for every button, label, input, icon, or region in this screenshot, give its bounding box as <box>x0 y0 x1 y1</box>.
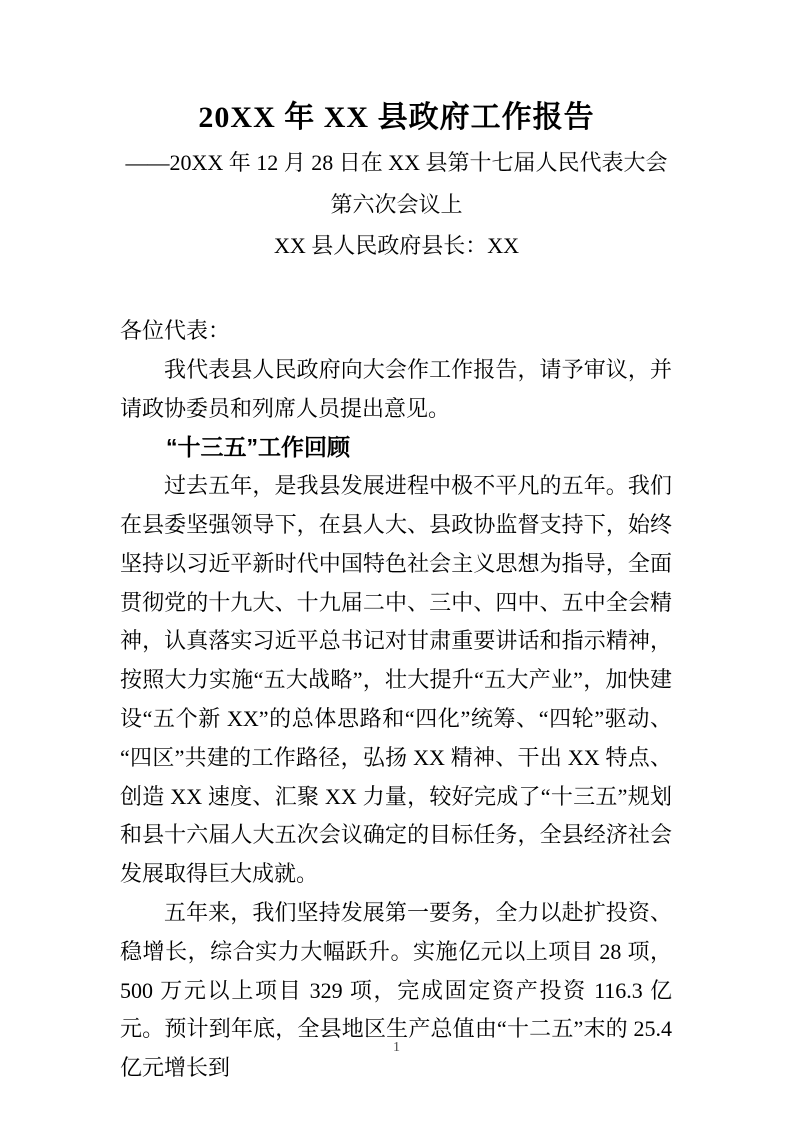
intro-paragraph: 我代表县人民政府向大会作工作报告，请予审议，并请政协委员和列席人员提出意见。 <box>120 356 672 421</box>
body-paragraph-1: 过去五年，是我县发展进程中极不平凡的五年。我们在县委坚强领导下，在县人大、县政协监督支持下，始终坚持以习近平新时代中国特色社会主义思想为指导，全面贯彻党的十九大、十九届二中、三中、四中、五中全会精神，认真落实习近平总书记对甘肃重要讲话和指示精神，按照大力实施“五大战略”，壮大提升“五大产业”，加快建设“五个新 XX”的总体思路和“四化”统筹、“四轮”驱动、“四区”共建的工作路径，弘扬 XX 精神、干出 XX 特点、创造 XX 速度、汇聚 XX 力量，较好完成了“十三五”规划和县十六届人大五次会议确定的目标任务，全县经济社会发展取得巨大成就。 <box>120 473 672 887</box>
page-number: 1 <box>393 1040 400 1055</box>
body-paragraph-2: 五年来，我们坚持发展第一要务，全力以赴扩投资、稳增长，综合实力大幅跃升。实施亿元以上项目 28 项，500 万元以上项目 329 项，完成固定资产投资 116.3 亿元。预计到年底，全县地区生产总值由“十二五”末的 25.4 亿元增长到 <box>120 899 672 1081</box>
document-body <box>120 312 672 1088</box>
document-subtitle: ——20XX 年 12 月 28 日在 XX 县第十七届人民代表大会第六次会议上 <box>125 150 668 217</box>
document-title: 20XX 年 XX 县政府工作报告 <box>198 101 595 134</box>
section-heading: “十三五”工作回顾 <box>166 434 350 461</box>
author-line: XX 县人民政府县长：XX <box>273 233 520 258</box>
salutation: 各位代表： <box>120 318 231 343</box>
